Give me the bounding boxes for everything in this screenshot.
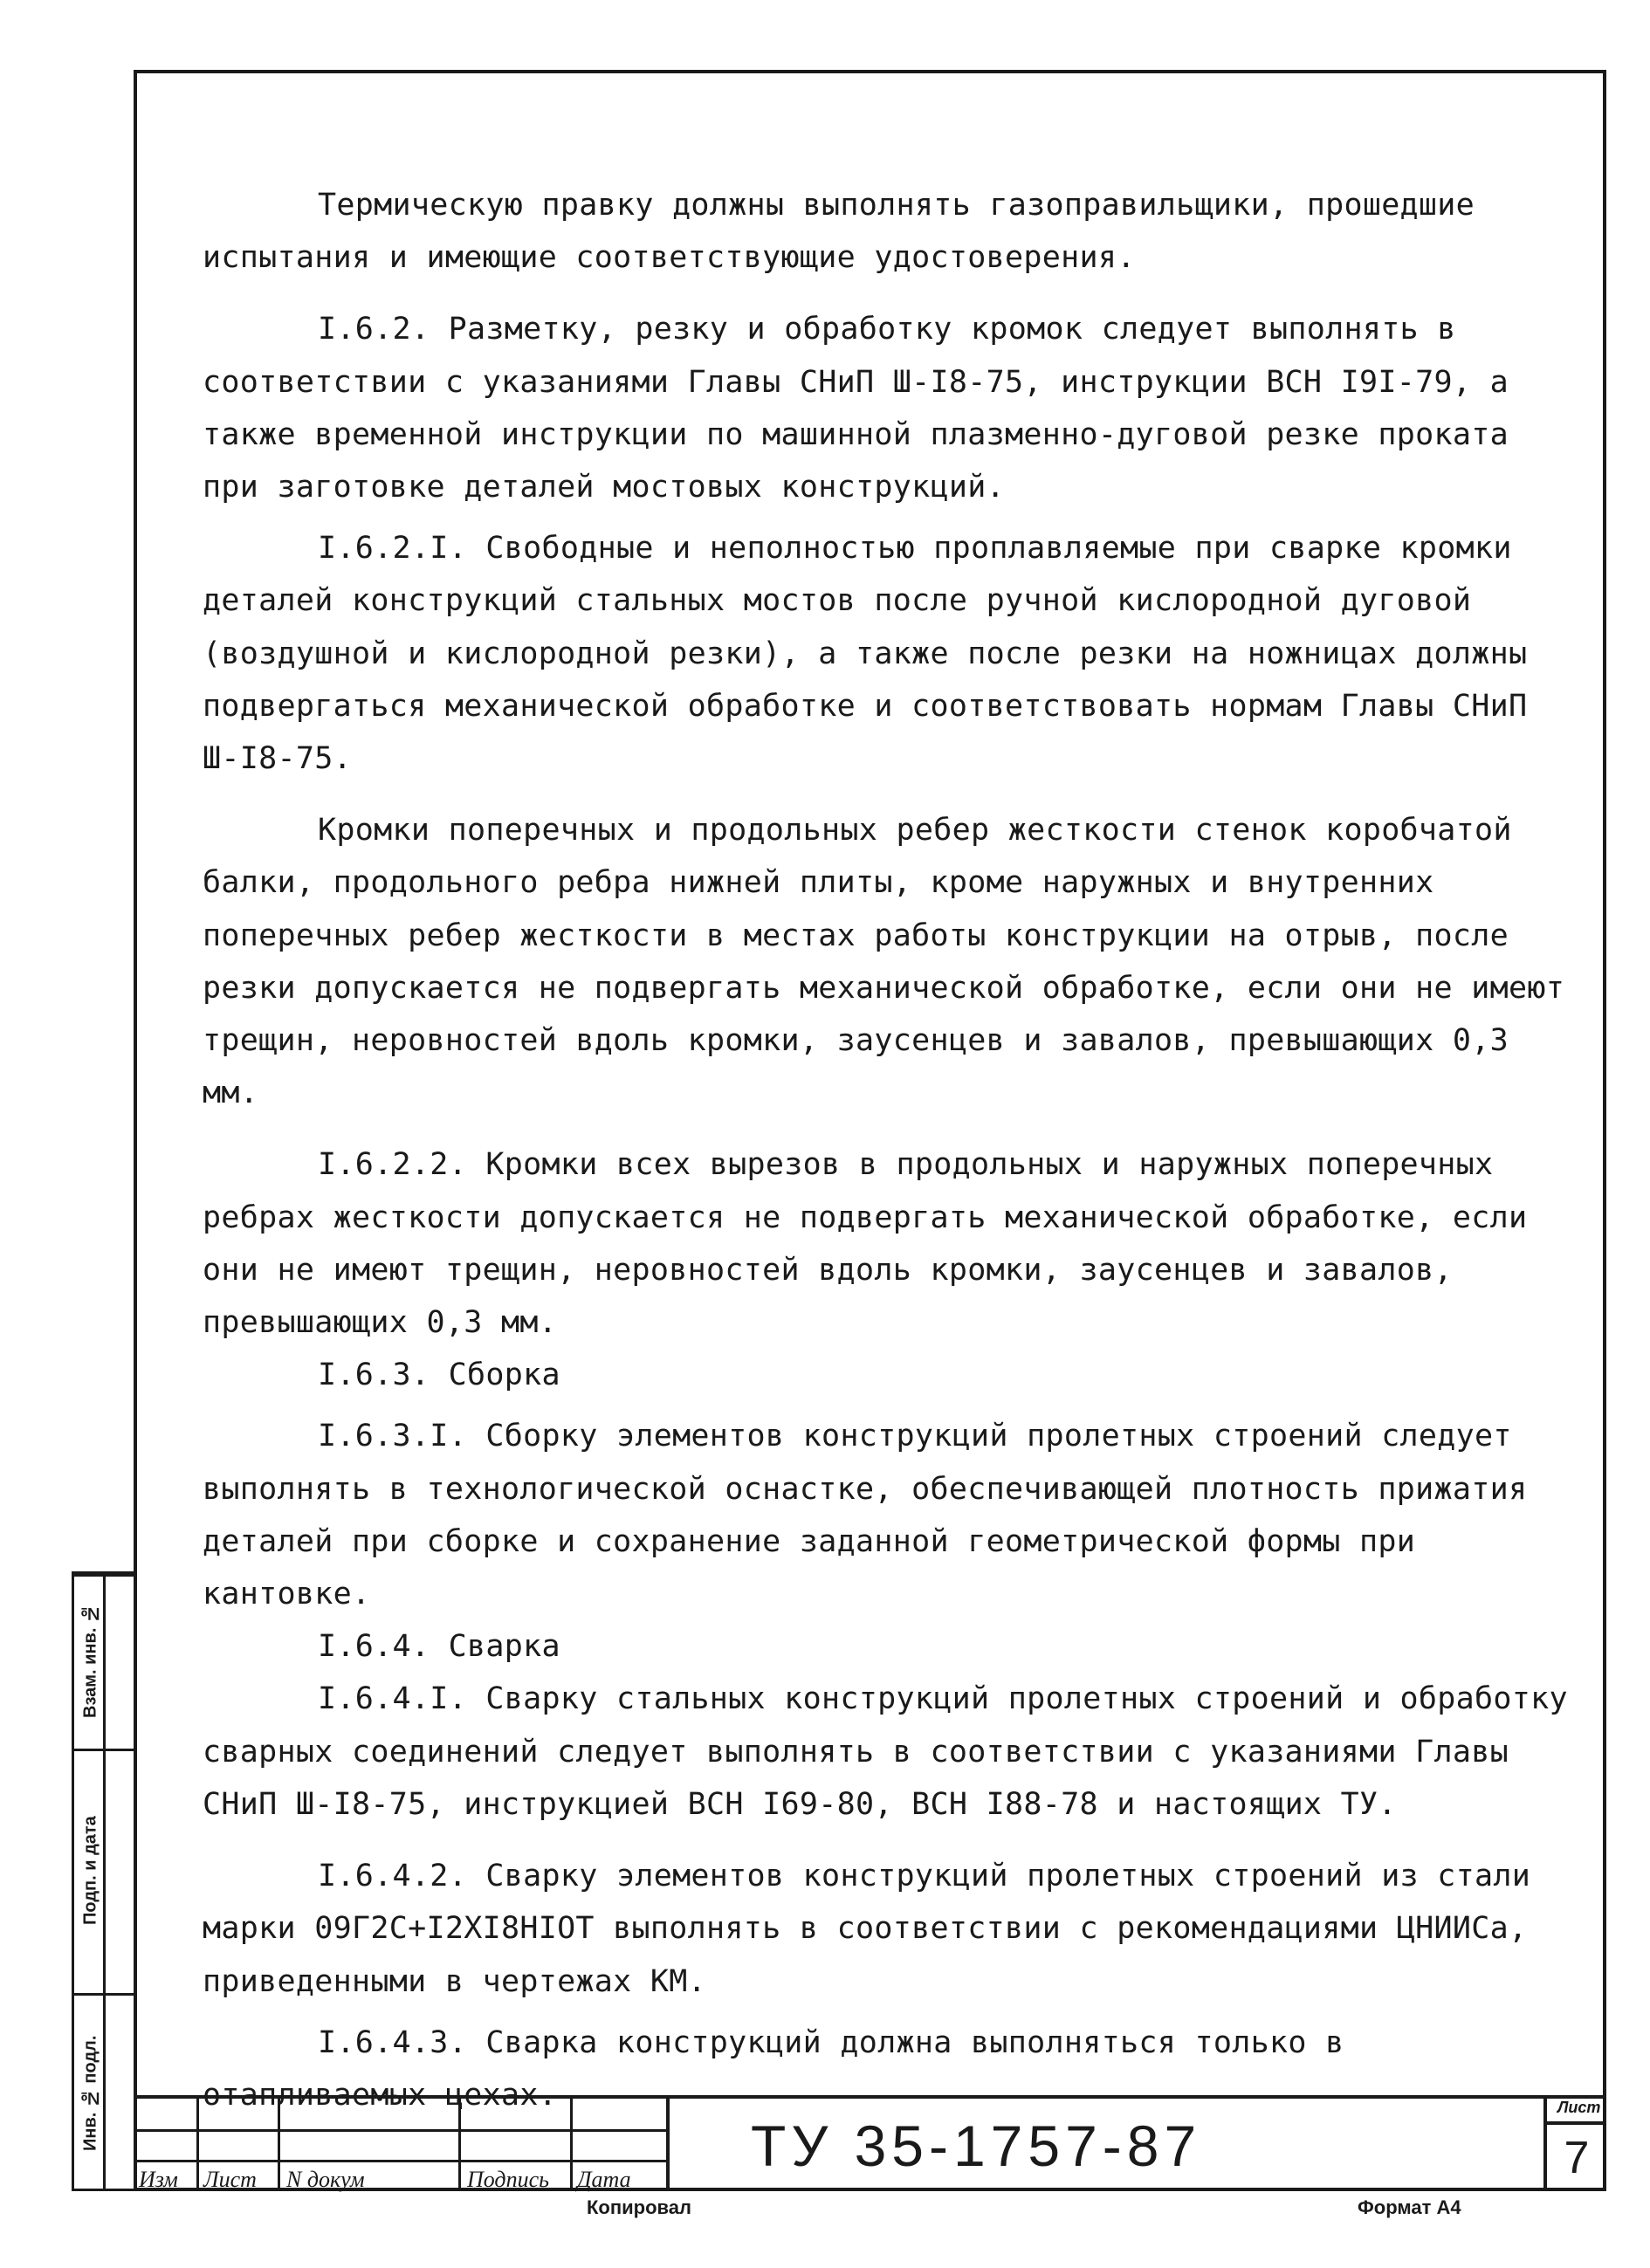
sheet-label: Лист [1557, 2099, 1601, 2116]
section-heading: I.6.3. Сборка [318, 1357, 560, 1393]
paragraph: I.6.3.I. Сборку элементов конструкций пролетных строений следует выполнять в технологической оснастке, обеспечивающей плотность прижатия деталей при сборке и сохранение заданной геометрической формы при кантовке. [203, 1419, 1528, 1612]
paragraph: I.6.4.I. Сварку стальных конструкций пролетных строений и обработку сварных соединений следует выполнять в соответствии с указаниями Главы СНиП Ш-I8-75, инструкцией ВСН I69-80, ВСН I88-78 и настоящих ТУ. [203, 1681, 1568, 1822]
side-label-inv-number: Инв. № подл. [80, 2035, 100, 2152]
paragraph: I.6.2.I. Свободные и неполностью проплавляемые при сварке кромки деталей конструкций стальных мостов после ручной кислородной дуговой (воздушной и кислородной резки), а также после резки на ножницах должны подвергаться механической обработке и соответствовать нормам Главы СНиП Ш-I8-75. [203, 531, 1528, 777]
grid-line [458, 2099, 461, 2191]
column-label: Дата [577, 2167, 631, 2192]
column-label: Подпись [467, 2167, 549, 2192]
paragraph: I.6.2.2. Кромки всех вырезов в продольных и наружных поперечных ребрах жесткости допускается не подвергать механической обработке, если они не имеют трещин, неровностей вдоль кромки, заусенцев и завалов, превышающих 0,3 мм. [203, 1147, 1528, 1341]
column-label: N докум [286, 2167, 365, 2192]
column-label: Лист [203, 2167, 257, 2192]
sheet-number: 7 [1547, 2121, 1606, 2184]
paragraph: I.6.4.2. Сварку элементов конструкций пролетных строений из стали марки 09Г2С+I2XI8HIOT выполнять в соответствии с рекомендациями ЦНИИСа, приведенными в чертежах КМ. [203, 1859, 1531, 1999]
document-code: ТУ 35-1757-87 [751, 2113, 1202, 2178]
grid-line [134, 2129, 666, 2132]
side-label-signature-date: Подп. и дата [80, 1816, 100, 1926]
column-label: Изм [139, 2167, 178, 2192]
title-block-grid [134, 2099, 670, 2191]
format-label: Формат А4 [1358, 2196, 1461, 2218]
section-heading: I.6.4. Сварка [318, 1629, 560, 1665]
paragraph: Кромки поперечных и продольных ребер жесткости стенок коробчатой балки, продольного ребра нижней плиты, кроме наружных и внутренних поперечных ребер жесткости в местах работы конструкции на отрыв, после резки допускается не подвергать механической обработке, если они не имеют трещин, неровностей вдоль кромки, заусенцев и завалов, превышающих 0,3 мм. [203, 813, 1565, 1111]
paragraph: I.6.4.3. Сварка конструкций должна выполняться только в отапливаемых цехах. [203, 2024, 1344, 2113]
paragraph: Термическую правку должны выполнять газоправильщики, прошедшие испытания и имеющие соответствующие удостоверения. [203, 188, 1475, 276]
sheet-box [1543, 2095, 1606, 2191]
body-text [203, 179, 1573, 2121]
grid-line [278, 2099, 280, 2191]
grid-line [570, 2099, 573, 2191]
copied-label: Копировал [587, 2196, 692, 2218]
side-stamp [72, 1571, 134, 2191]
side-label-replace-inv: Взам. инв. № [80, 1604, 100, 1719]
paragraph: I.6.2. Разметку, резку и обработку кромок следует выполнять в соответствии с указаниями Главы СНиП Ш-I8-75, инструкции ВСН I9I-79, а также временной инструкции по машинной плазменно-дуговой резке проката при заготовке деталей мостовых конструкций. [203, 312, 1509, 505]
grid-line [134, 2160, 666, 2162]
grid-line [196, 2099, 199, 2191]
